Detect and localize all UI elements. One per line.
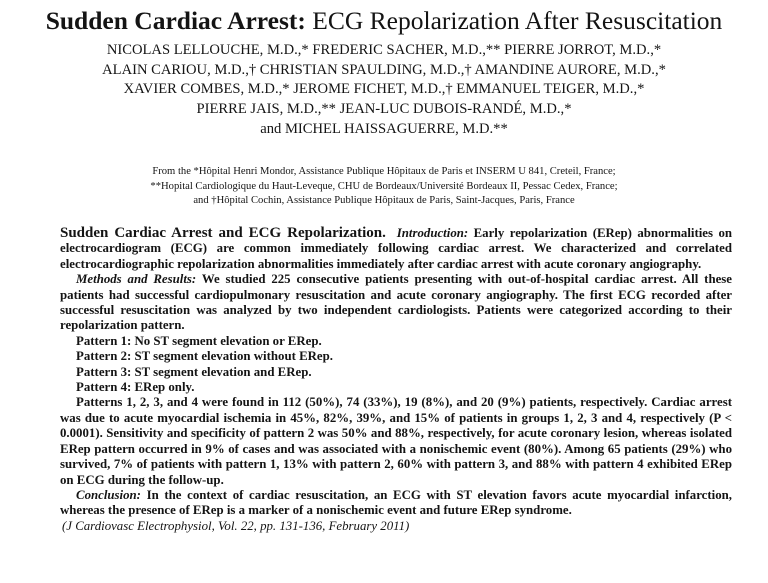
abstract <box>60 226 732 534</box>
article-title <box>0 5 768 37</box>
article-title-main: Sudden Cardiac Arrest: <box>45 6 306 35</box>
abstract-lead-title: Sudden Cardiac Arrest and ECG Repolarization. <box>60 225 386 241</box>
affiliation-line: **Hopital Cardiologique du Haut-Leveque, CHU de Bordeaux/Université Bordeaux II, Pessac Cedex, France; <box>150 180 618 192</box>
author-line: NICOLAS LELLOUCHE, M.D.,* FREDERIC SACHER, M.D.,** PIERRE JORROT, M.D.,* <box>106 42 662 58</box>
methods-heading: Methods and Results: <box>76 272 197 287</box>
abstract-conclusion <box>60 488 732 519</box>
introduction-text: Early repolarization (ERep) abnormalities on electrocardiogram (ECG) are common immediately following cardiac arrest. We characterized and correlated electrocardiographic repolarization abnormalities immediately after cardiac arrest with acute coronary angiography. <box>60 226 733 271</box>
abstract-methods <box>60 272 732 334</box>
article-title-subtitle: ECG Repolarization After Resuscitation <box>305 6 723 35</box>
author-line: and MICHEL HAISSAGUERRE, M.D.** <box>260 120 508 137</box>
conclusion-text: In the context of cardiac resuscitation, an ECG with ST elevation favors acute myocardial infarction, whereas the presence of ERep is a marker of a nonischemic event and future ERep syndrome. <box>60 487 732 518</box>
affiliation-line: From the *Hôpital Henri Mondor, Assistance Publique Hôpitaux de Paris et INSERM U 841, Creteil, France; <box>152 166 616 177</box>
author-line: XAVIER COMBES, M.D.,* JEROME FICHET, M.D.,† EMMANUEL TEIGER, M.D.,* <box>123 81 645 98</box>
pattern-item: Pattern 3: ST segment elevation and ERep. <box>76 364 312 379</box>
author-line: ALAIN CARIOU, M.D.,† CHRISTIAN SPAULDING, M.D.,† AMANDINE AURORE, M.D.,* <box>102 61 666 78</box>
abstract-results: Patterns 1, 2, 3, and 4 were found in 112 (50%), 74 (33%), 19 (8%), and 20 (9%) patients, respectively. Cardiac arrest was due to acute myocardial ischemia in 45%, 82%, 39%, and 15% of patients in groups 1, 2, 3 and 4, respectively (P < 0.0001). Sensitivity and specificity of pattern 2 was 50% and 88%, respectively, for acute coronary lesion, whereas isolated ERep pattern occurred in 9% of cases and was associated with a nonischemic event (80%). Among 65 patients (29%) who survived, 7% of patients with pattern 1, 13% with pattern 2, 60% with pattern 3, and 88% with pattern 4 exhibited ERep on ECG during the follow-up. <box>60 395 732 487</box>
author-line: PIERRE JAIS, M.D.,** JEAN-LUC DUBOIS-RANDÉ, M.D.,* <box>196 101 572 118</box>
pattern-item: Pattern 2: ST segment elevation without ERep. <box>76 349 333 364</box>
journal-citation: (J Cardiovasc Electrophysiol, Vol. 22, pp. 131-136, February 2011) <box>62 518 410 533</box>
pattern-item: Pattern 1: No ST segment elevation or ERep. <box>76 333 322 348</box>
abstract-introduction <box>60 226 732 272</box>
pattern-item: Pattern 4: ERep only. <box>76 380 195 395</box>
affiliations <box>0 165 768 209</box>
conclusion-heading: Conclusion: <box>76 487 141 502</box>
author-list <box>0 41 768 140</box>
introduction-heading: Introduction: <box>396 226 469 240</box>
affiliation-line: and †Hôpital Cochin, Assistance Publique Hôpitaux de Paris, Saint-Jacques, Paris, France <box>193 195 575 207</box>
methods-text: We studied 225 consecutive patients presenting with out-of-hospital cardiac arrest. All these patients had successful cardiopulmonary resuscitation and acute coronary angiography. The first ECG recorded after successful resuscitation was analyzed by two independent cardiologists. Patients were categorized according to their repolarization pattern. <box>60 272 732 333</box>
